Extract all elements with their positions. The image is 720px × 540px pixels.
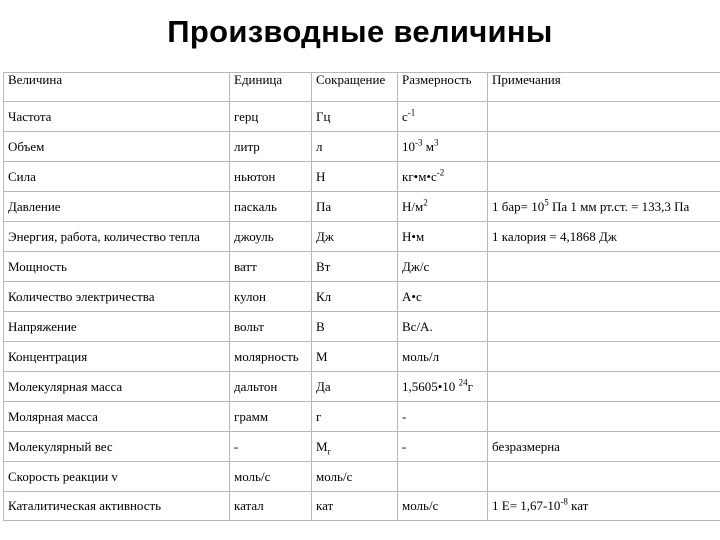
cell-unit: ньютон [230, 162, 312, 192]
cell-note [488, 402, 720, 432]
cell-unit: дальтон [230, 372, 312, 402]
cell-unit: кулон [230, 282, 312, 312]
cell-dimension: Дж/с [398, 252, 488, 282]
cell-abbreviation: Вт [312, 252, 398, 282]
table-row [4, 252, 720, 282]
cell-quantity: Энергия, работа, количество тепла [4, 222, 230, 252]
derived-quantities-table [3, 72, 720, 521]
cell-dimension: А•с [398, 282, 488, 312]
cell-note [488, 102, 720, 132]
cell-abbreviation: Гц [312, 102, 398, 132]
header-unit: Единица [230, 73, 312, 102]
cell-quantity: Концентрация [4, 342, 230, 372]
cell-unit: - [230, 432, 312, 462]
cell-quantity: Давление [4, 192, 230, 222]
table-row [4, 462, 720, 492]
cell-unit: грамм [230, 402, 312, 432]
cell-dimension: $Н/м^2$ [398, 192, 488, 222]
cell-quantity: Объем [4, 132, 230, 162]
cell-quantity: Частота [4, 102, 230, 132]
cell-abbreviation: Дж [312, 222, 398, 252]
cell-dimension: - [398, 402, 488, 432]
cell-abbreviation: Да [312, 372, 398, 402]
table-row [4, 222, 720, 252]
cell-quantity: Каталитическая активность [4, 492, 230, 521]
cell-dimension: Н•м [398, 222, 488, 252]
cell-dimension: $кг•м•с^{-2}$ [398, 162, 488, 192]
cell-abbreviation: Па [312, 192, 398, 222]
cell-note [488, 342, 720, 372]
cell-unit: вольт [230, 312, 312, 342]
table-header-row [4, 73, 720, 102]
table-row [4, 432, 720, 462]
cell-unit: паскаль [230, 192, 312, 222]
cell-dimension: моль/с [398, 492, 488, 521]
header-dimension: Размерность [398, 73, 488, 102]
cell-unit: ватт [230, 252, 312, 282]
table-row [4, 192, 720, 222]
cell-dimension: $с^{-1}$ [398, 102, 488, 132]
cell-abbreviation: $M_r$ [312, 432, 398, 462]
cell-dimension: 1,5605•10 $^{24}$г [398, 372, 488, 402]
cell-note: 1 калория = 4,1868 Дж [488, 222, 720, 252]
table-row [4, 132, 720, 162]
cell-abbreviation: Н [312, 162, 398, 192]
cell-unit: катал [230, 492, 312, 521]
cell-note [488, 282, 720, 312]
table-row [4, 312, 720, 342]
cell-quantity: Молекулярный вес [4, 432, 230, 462]
cell-abbreviation: кат [312, 492, 398, 521]
table-row [4, 492, 720, 521]
cell-quantity: Количество электричества [4, 282, 230, 312]
cell-unit: молярность [230, 342, 312, 372]
cell-abbreviation: г [312, 402, 398, 432]
table-body [4, 102, 720, 521]
slide-title: Производные величины [167, 14, 553, 49]
cell-abbreviation: л [312, 132, 398, 162]
table-row [4, 162, 720, 192]
cell-note [488, 162, 720, 192]
cell-unit: джоуль [230, 222, 312, 252]
cell-note [488, 252, 720, 282]
header-quantity: Величина [4, 73, 230, 102]
cell-abbreviation: В [312, 312, 398, 342]
cell-note [488, 462, 720, 492]
cell-unit: герц [230, 102, 312, 132]
cell-abbreviation: моль/с [312, 462, 398, 492]
cell-note [488, 372, 720, 402]
table-row [4, 402, 720, 432]
cell-quantity: Мощность [4, 252, 230, 282]
cell-unit: моль/с [230, 462, 312, 492]
cell-note: 1 $Е= 1,67-10^{-8}$ кат [488, 492, 720, 521]
cell-note [488, 312, 720, 342]
cell-unit: литр [230, 132, 312, 162]
cell-note [488, 132, 720, 162]
cell-abbreviation: Кл [312, 282, 398, 312]
cell-dimension [398, 462, 488, 492]
table-row [4, 102, 720, 132]
cell-note: безразмерна [488, 432, 720, 462]
cell-dimension: - [398, 432, 488, 462]
cell-dimension: $10^{-3}$ $м^3$ [398, 132, 488, 162]
cell-quantity: Сила [4, 162, 230, 192]
cell-quantity: Молярная масса [4, 402, 230, 432]
cell-dimension: моль/л [398, 342, 488, 372]
table-row [4, 282, 720, 312]
cell-abbreviation: М [312, 342, 398, 372]
cell-dimension: Вс/А. [398, 312, 488, 342]
cell-quantity: Напряжение [4, 312, 230, 342]
header-notes: Примечания [488, 73, 720, 102]
cell-quantity: Скорость реакции v [4, 462, 230, 492]
cell-quantity: Молекулярная масса [4, 372, 230, 402]
table-row [4, 342, 720, 372]
cell-note: 1 $бар= 10^5$ Па 1 мм рт.ст. = 133,3 Па [488, 192, 720, 222]
table-row [4, 372, 720, 402]
header-abbreviation: Сокращение [312, 73, 398, 102]
